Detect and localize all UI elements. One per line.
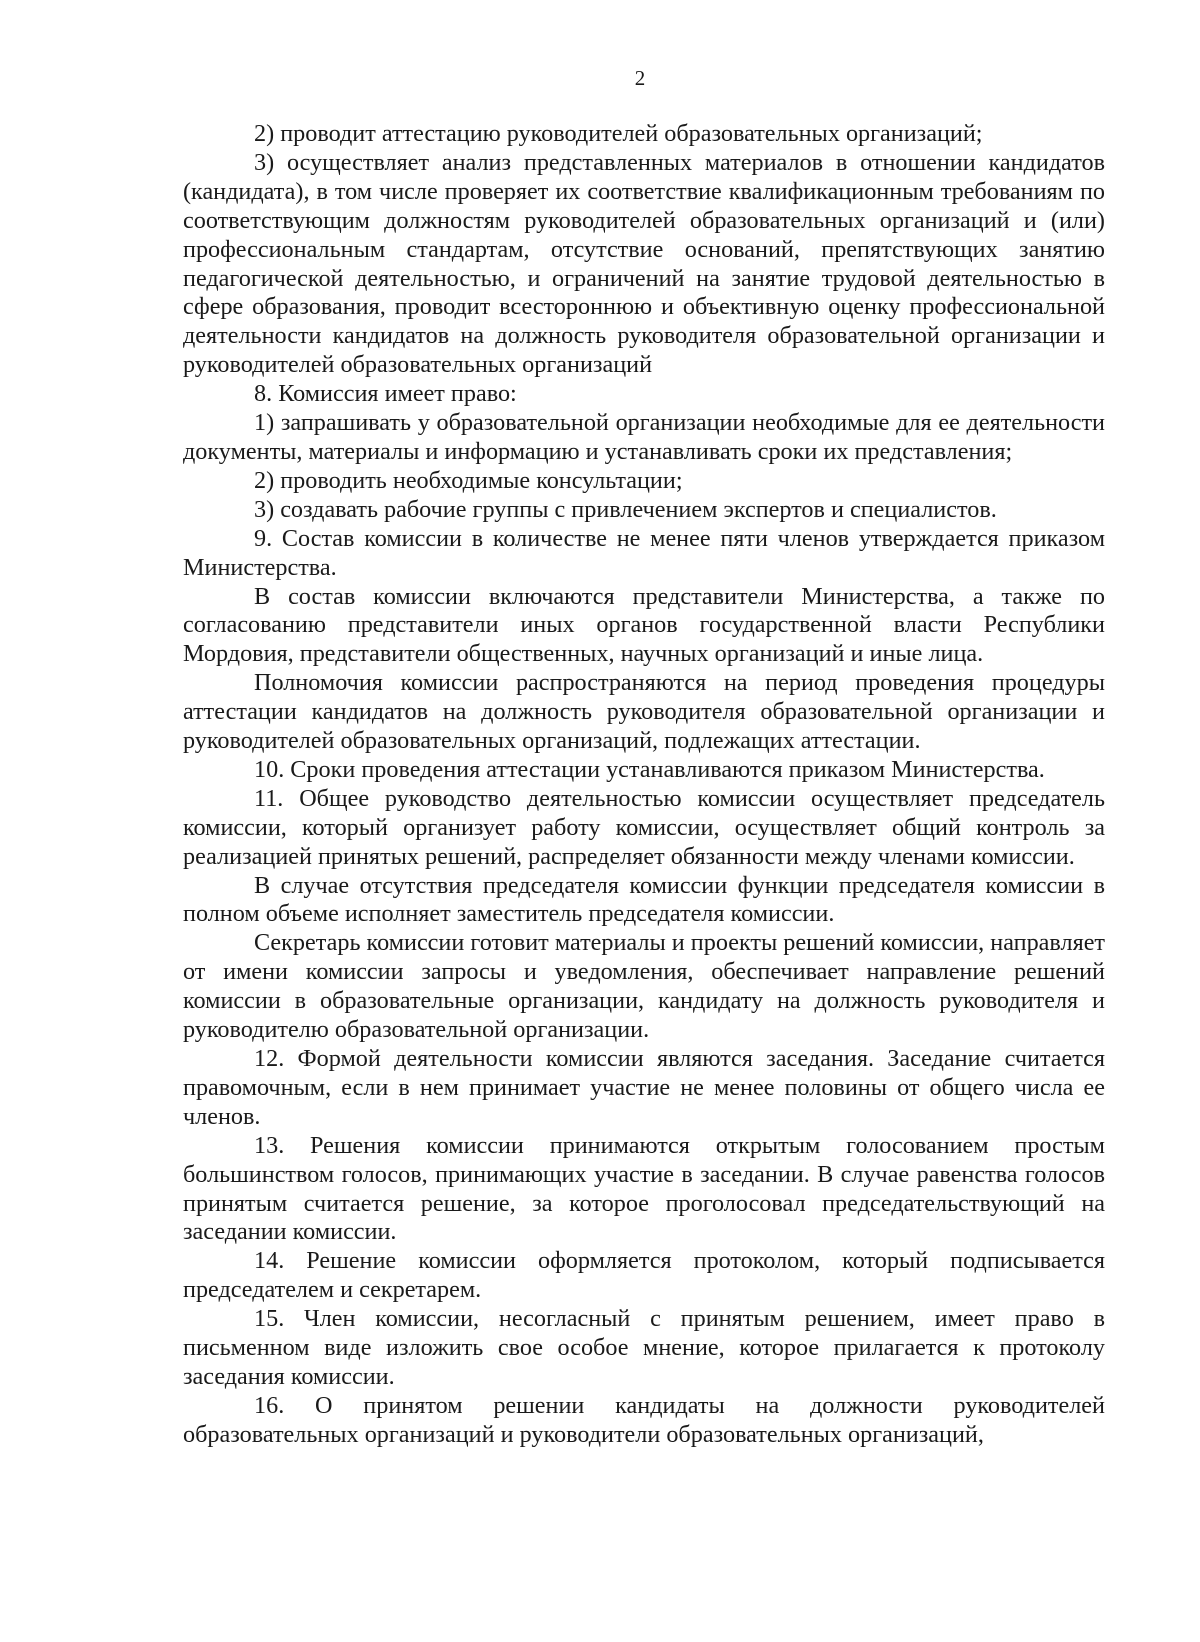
document-body [183,120,1105,1450]
paragraph-clause-8: 8. Комиссия имеет право: [254,380,517,408]
paragraph-clause-8-item-1: 1) запрашивать у образовательной организации необходимые для ее деятельности документы, материалы и информацию и устанавливать сроки их представления; [183,409,1105,465]
paragraph-clause-8-item-3: 3) создавать рабочие группы с привлечением экспертов и специалистов. [254,495,997,523]
paragraph-clause-16: 16. О принятом решении кандидаты на должности руководителей образовательных организаций и руководители образовательных организаций, [183,1391,1105,1448]
paragraph-secretary: Секретарь комиссии готовит материалы и проекты решений комиссии, направляет от имени комиссии запросы и уведомления, обеспечивает направление решений комиссии в образовательные организации, кандидату на должность руководителя и руководителю образовательной организации. [183,929,1105,1044]
paragraph-clause-12: 12. Формой деятельности комиссии являются заседания. Заседание считается правомочным, если в нем принимает участие не менее половины от общего числа ее членов. [183,1045,1105,1130]
paragraph-clause-13: 13. Решения комиссии принимаются открытым голосованием простым большинством голосов, принимающих участие в заседании. В случае равенства голосов принятым считается решение, за которое проголосовал председательствующий на заседании комиссии. [183,1131,1105,1246]
paragraph-clause-9: 9. Состав комиссии в количестве не менее пяти членов утверждается приказом Министерства. [183,524,1105,581]
paragraph-clause-10: 10. Сроки проведения аттестации устанавливаются приказом Министерства. [254,755,1045,783]
paragraph-commission-membership: В состав комиссии включаются представители Министерства, а также по согласованию представители иных органов государственной власти Республики Мордовия, представители общественных, научных организаций и иные лица. [183,582,1105,668]
paragraph-chair-absence: В случае отсутствия председателя комиссии функции председателя комиссии в полном объеме исполняет заместитель председателя комиссии. [183,871,1105,928]
paragraph-item-3: 3) осуществляет анализ представленных материалов в отношении кандидатов (кандидата), в том числе проверяет их соответствие квалификационным требованиям по соответствующим должностям руководителей образовательных организаций и (или) профессиональным стандартам, отсутствие оснований, препятствующих занятию педагогической деятельностью, и ограничений на занятие трудовой деятельностью в сфере образования, проводит всестороннюю и объективную оценку профессиональной деятельности кандидатов на должность руководителя образовательной организации и руководителей образовательных организаций [183,148,1105,379]
paragraph-clause-11: 11. Общее руководство деятельностью комиссии осуществляет председатель комиссии, который организует работу комиссии, осуществляет общий контроль за реализацией принятых решений, распределяет обязанности между членами комиссии. [183,784,1105,870]
page-number: 2 [634,66,646,90]
paragraph-item-2: 2) проводит аттестацию руководителей образовательных организаций; [254,120,983,147]
paragraph-clause-14: 14. Решение комиссии оформляется протоколом, который подписывается председателем и секретарем. [183,1247,1105,1304]
paragraph-commission-powers: Полномочия комиссии распространяются на период проведения процедуры аттестации кандидатов на должность руководителя образовательной организации и руководителей образовательных организаций, подлежащих аттестации. [183,669,1105,755]
paragraph-clause-8-item-2: 2) проводить необходимые консультации; [254,466,683,494]
paragraph-clause-15: 15. Член комиссии, несогласный с принятым решением, имеет право в письменном виде изложить свое особое мнение, которое прилагается к протоколу заседания комиссии. [183,1305,1105,1390]
